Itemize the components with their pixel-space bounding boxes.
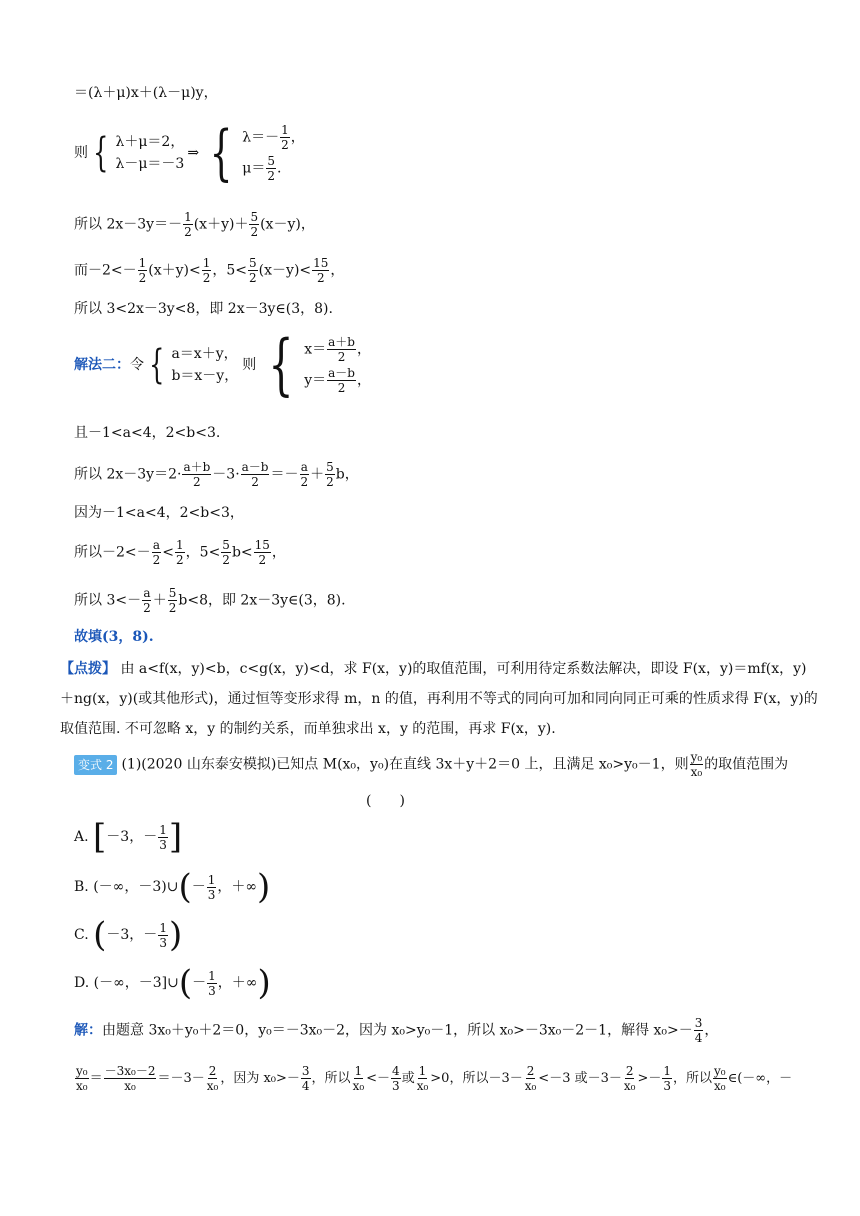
option-b[interactable]: B. (－∞，－3)∪ ( － $\frac{1}{3}$ ，＋∞ ) [74,867,271,907]
text: 则 [74,145,88,161]
option-c[interactable]: C. ( －3，－ $\frac{1}{3}$ ) [74,915,183,955]
equation: λ＋μ＝2， [115,134,185,150]
brace: { [268,326,294,403]
method-label: 解法二： [74,357,130,373]
solution-line-1: 解：由题意 3x₀＋y₀＋2＝0，y₀＝－3x₀－2，因为 x₀>y₀－1，所以 x₀>－3x₀－2－1，解得 x₀>－ $\frac{3}{4}$ ， [74,1016,719,1045]
line-expansion [74,84,218,102]
brace: { [209,118,233,188]
answer-paren: ( ) [366,793,405,809]
tip-label: 【点拨】 [60,661,116,677]
variant-badge: 变式 2 [74,755,117,775]
text: ＝(λ＋μ)x＋(λ－μ)y， [74,85,218,101]
line-result-1: 所以 3<2x－3y<8，即 2x－3y∈(3，8). [74,301,333,317]
tip-text: 由 a<f(x，y)<b，c<g(x，y)<d，求 F(x，y)的取值范围，可利用待定系数法解决，即设 F(x，y)＝mf(x，y)＋ng(x，y)(或其他形式)，通过恒等变形求得 m，n 的值，再利用不等式的同向可加和同向同正可乘的性质求得 F(x，y)的取值范围. 不可忽略 x，y 的制约关系，而单独求出 x，y 的范围，再求 F(x，y). [60,661,818,737]
option-d[interactable]: D. (－∞，－3]∪ ( － $\frac{1}{3}$ ，＋∞ ) [74,963,271,1003]
variant-question: 变式 2 (1)(2020 山东泰安模拟)已知点 M(x₀，y₀)在直线 3x＋y＋2＝0 上，且满足 x₀>y₀－1，则 $\frac{\text{y₀}}{\text{x₀}}$ 的取值范围为 [74,750,788,779]
implies-arrow: ⇒ [187,145,200,161]
line-ranges-ab: 且－1<a<4，2<b<3. [74,425,221,441]
solution-line-2: $\frac{\text{y₀}}{\text{x₀}}$ ＝ $\frac{\text{－3x₀－2}}{\text{x₀}}$ ＝－3－ $\frac{2}{\text{x₀}}$ ，因为 x₀>－ $\frac{3}{4}$ ，所以 $\frac{1}{\text{x₀}}$ <－ $\frac{4}{3}$ 或 $\frac{1}{\text{x₀}}$ >0，所以－3－ $\frac{2}{\text{x₀}}$ <－3 或－3－ $\frac{2}{\text{x₀}}$ >－ $\frac{1}{3}$ ，所以 $\frac{\text{y₀}}{\text{x₀}}$ ∈(－∞，－ [76,1064,793,1093]
equation-system-3: { a＝x＋y， b＝x－y， [149,342,239,388]
equation-system-1 [88,130,185,176]
equation: μ＝ $\frac{5}{2}$ . [242,154,282,183]
tip-paragraph [60,654,820,744]
brace: { [93,130,109,176]
line-bounds-2: 所以－2<－ $\frac{a}{2}$ < $\frac{1}{2}$ ，5< $\frac{5}{2}$ b< $\frac{15}{2}$ ， [74,538,286,567]
line-result-2: 所以 3<－ $\frac{a}{2}$ ＋ $\frac{5}{2}$ b<8，即 2x－3y∈(3，8). [74,586,346,615]
line-substitution: 所以 2x－3y＝2· $\frac{a+b}{2}$ －3· $\frac{a-b}{2}$ ＝－ $\frac{a}{2}$ ＋ $\frac{5}{2}$ b， [74,460,359,489]
solution-label: 解： [74,1022,102,1039]
equation: λ－μ＝－3 [115,156,185,172]
equation-system-4: { x＝ $\frac{a+b}{2}$ ， y＝ $\frac{a-b}{2}$ ， [268,326,371,403]
line-combination: 所以 2x－3y＝－ $\frac{1}{2}$ (x＋y)＋ $\frac{5}{2}$ (x－y)， [74,210,315,239]
brace: { [149,342,165,388]
equation-system-2 [202,118,305,188]
answer-line: 故填(3，8). [74,629,154,645]
line-bounds: 而－2<－ $\frac{1}{2}$ (x＋y)< $\frac{1}{2}$ ，5< $\frac{5}{2}$ (x－y)< $\frac{15}{2}$ ， [74,256,345,285]
line-because: 因为－1<a<4，2<b<3， [74,505,244,521]
line-method-two: 解法二： 令 { a＝x＋y， b＝x－y， 则 { x＝ $\frac{a+b}{2}$ ， y＝ $\frac{a-b}{2}$ ， [74,326,371,403]
equation: λ＝－ $\frac{1}{2}$ ， [242,123,305,152]
line-system-solve [74,118,305,188]
option-a[interactable]: A. [ －3，－ $\frac{1}{3}$ ] [74,817,183,857]
